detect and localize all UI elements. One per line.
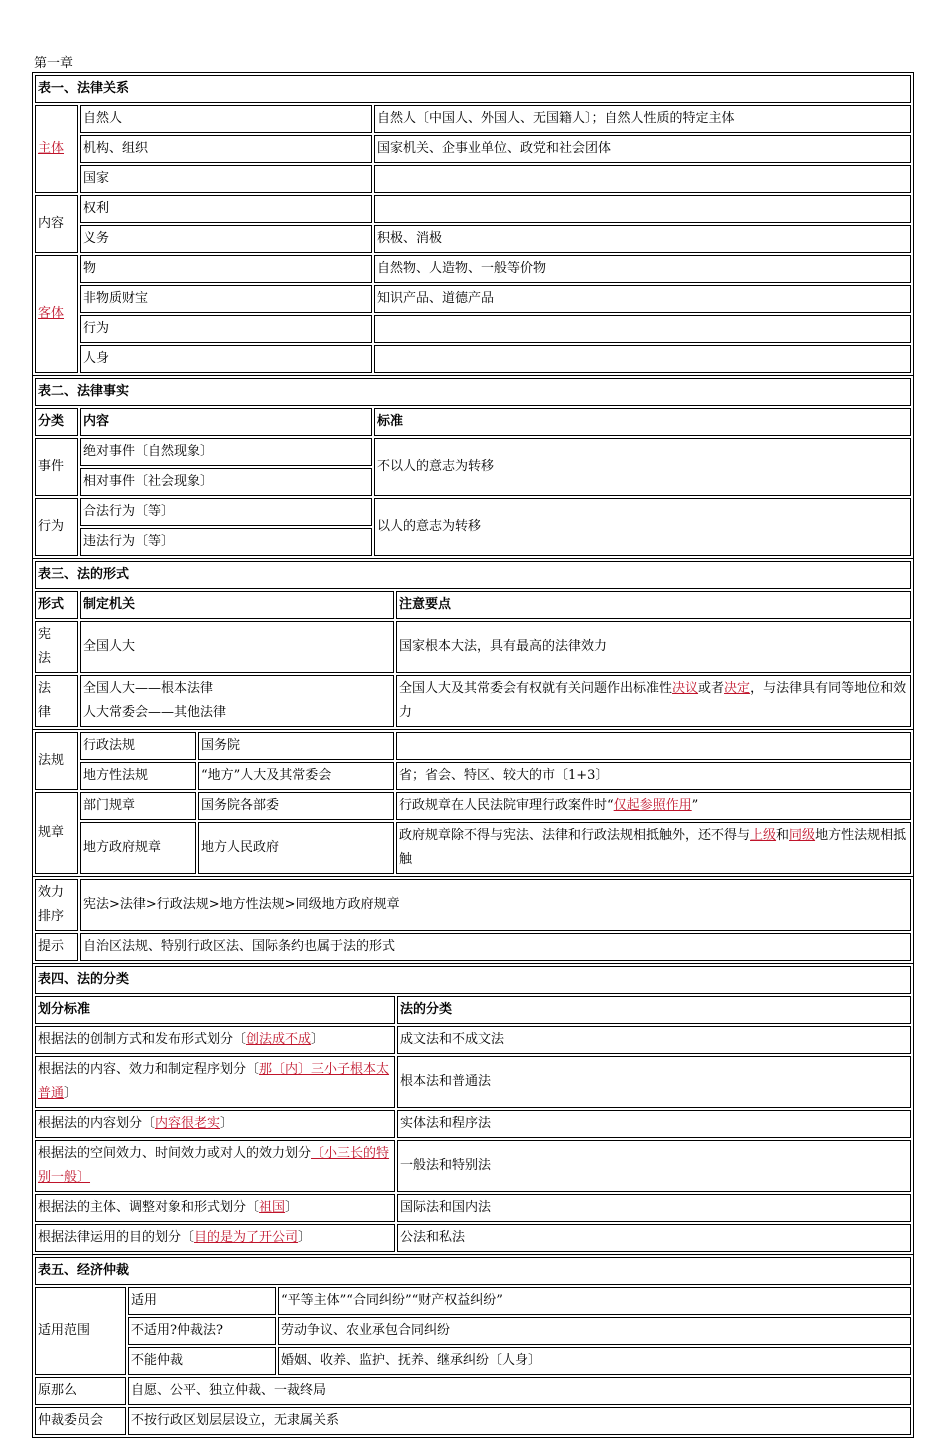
column-header: 划分标准 xyxy=(35,996,395,1024)
cell: 以人的意志为转移 xyxy=(374,498,911,556)
mnemonic-link[interactable]: 内容很老实 xyxy=(155,1116,221,1131)
cell: 劳动争议、农业承包合同纠纷 xyxy=(278,1317,911,1345)
cell xyxy=(35,1110,395,1138)
cell-line: 人大常委会——其他法律 xyxy=(83,705,227,720)
table-classification xyxy=(32,964,914,1255)
text: 全国人大及其常委会有权就有关问题作出标准性 xyxy=(399,681,673,696)
cell xyxy=(374,195,911,223)
mnemonic-link[interactable]: 〔小三长的特别一般〕 xyxy=(38,1146,390,1185)
link-same-level[interactable]: 同级 xyxy=(789,828,816,843)
cell: 地方性法规 xyxy=(80,762,196,790)
text: 和 xyxy=(776,828,790,843)
cell xyxy=(396,792,911,820)
cell xyxy=(35,1026,395,1054)
table-arbitration xyxy=(32,1255,914,1438)
row-label-tip: 提示 xyxy=(35,933,78,961)
cell: 不能仲裁 xyxy=(128,1347,276,1375)
cell-line: 全国人大——根本法律 xyxy=(83,681,214,696)
column-header: 制定机关 xyxy=(80,591,394,619)
row-label-constitution: 宪 法 xyxy=(35,621,78,673)
text: 或者 xyxy=(698,681,725,696)
link-reference-only[interactable]: 仅起参照作用 xyxy=(613,798,692,813)
column-header: 内容 xyxy=(80,408,372,436)
column-header: 形式 xyxy=(35,591,78,619)
cell: 全国人大 xyxy=(80,621,394,673)
cell: 自然人 xyxy=(80,105,372,133)
table-legal-facts xyxy=(32,376,914,559)
cell: 国家 xyxy=(80,165,372,193)
text: 根据法的内容划分〔 xyxy=(38,1116,156,1131)
text: 根据法的主体、调整对象和形式划分〔 xyxy=(38,1200,260,1215)
cell: 成文法和不成文法 xyxy=(397,1026,911,1054)
table-forms-of-law xyxy=(32,559,914,730)
text: 〕 xyxy=(64,1086,78,1101)
table-title: 表五、经济仲裁 xyxy=(35,1257,911,1285)
mnemonic-link[interactable]: 那〔内〕三小子根本太普通 xyxy=(38,1062,390,1101)
cell xyxy=(396,675,911,727)
table-forms-of-law-order xyxy=(32,877,914,964)
text: 〕 xyxy=(285,1200,299,1215)
cell: 非物质财宝 xyxy=(80,285,372,313)
cell xyxy=(35,1224,395,1252)
column-header: 法的分类 xyxy=(397,996,911,1024)
text: ，与法律具有同等地位和效力 xyxy=(399,681,907,720)
table-forms-of-law-regulations xyxy=(32,730,914,877)
row-label-order: 效力排序 xyxy=(35,879,78,931)
text: 〕 xyxy=(298,1230,312,1245)
row-label-event: 事件 xyxy=(35,438,78,496)
row-label-principle: 原那么 xyxy=(35,1377,126,1405)
cell: 不适用?仲裁法? xyxy=(128,1317,276,1345)
text: 根据法的创制方式和发布形式划分〔 xyxy=(38,1032,247,1047)
mnemonic-link[interactable]: 祖国 xyxy=(259,1200,286,1215)
document-body xyxy=(32,72,914,1438)
cell xyxy=(35,1140,395,1192)
cell: 绝对事件〔自然现象〕 xyxy=(80,438,372,466)
link-resolution[interactable]: 决议 xyxy=(672,681,699,696)
cell: 人身 xyxy=(80,345,372,373)
column-header: 标准 xyxy=(374,408,911,436)
text: 行政规章在人民法院审理行政案件时“ xyxy=(399,798,614,813)
table-title: 表三、法的形式 xyxy=(35,561,911,589)
cell: 自然人〔中国人、外国人、无国籍人〕；自然人性质的特定主体 xyxy=(374,105,911,133)
cell: 国务院各部委 xyxy=(198,792,394,820)
cell: 行为 xyxy=(80,315,372,343)
cell: 省；省会、特区、较大的市〔1+3〕 xyxy=(396,762,911,790)
text: 根据法的内容、效力和制定程序划分〔 xyxy=(38,1062,260,1077)
text: 根据法的空间效力、时间效力或对人的效力划分 xyxy=(38,1146,312,1161)
cell: 国家机关、企事业单位、政党和社会团体 xyxy=(374,135,911,163)
link-decision[interactable]: 决定 xyxy=(724,681,751,696)
cell: 地方人民政府 xyxy=(198,822,394,874)
cell: “地方”人大及其常委会 xyxy=(198,762,394,790)
row-label-content: 内容 xyxy=(35,195,78,253)
cell: 根本法和普通法 xyxy=(397,1056,911,1108)
table-legal-relations xyxy=(32,72,914,376)
cell: “平等主体”“合同纠纷”“财产权益纠纷” xyxy=(278,1287,911,1315)
cell xyxy=(35,1194,395,1222)
cell: 一般法和特别法 xyxy=(397,1140,911,1192)
cell xyxy=(374,315,911,343)
row-label-scope: 适用范围 xyxy=(35,1287,126,1375)
cell xyxy=(396,822,911,874)
link-superior[interactable]: 上级 xyxy=(750,828,777,843)
cell xyxy=(396,732,911,760)
column-header: 注意要点 xyxy=(396,591,911,619)
cell: 物 xyxy=(80,255,372,283)
table-title: 表二、法律事实 xyxy=(35,378,911,406)
text: 地方性法规相抵触 xyxy=(399,828,907,867)
mnemonic-link[interactable]: 创法成不成 xyxy=(246,1032,312,1047)
row-label-law: 法 律 xyxy=(35,675,78,727)
table-title: 表一、法律关系 xyxy=(35,75,911,103)
link-object[interactable]: 客体 xyxy=(38,306,65,321)
cell: 知识产品、道德产品 xyxy=(374,285,911,313)
cell: 积极、消极 xyxy=(374,225,911,253)
cell: 不按行政区划层层设立，无隶属关系 xyxy=(128,1407,911,1435)
cell xyxy=(374,165,911,193)
table-title: 表四、法的分类 xyxy=(35,966,911,994)
text: 政府规章除不得与宪法、法律和行政法规相抵触外，还不得与 xyxy=(399,828,751,843)
text: 〕 xyxy=(220,1116,234,1131)
row-label-regulations: 法规 xyxy=(35,732,78,790)
cell: 违法行为〔等〕 xyxy=(80,528,372,556)
cell: 自治区法规、特别行政区法、国际条约也属于法的形式 xyxy=(80,933,911,961)
cell: 不以人的意志为转移 xyxy=(374,438,911,496)
column-header: 分类 xyxy=(35,408,78,436)
chapter-title: 第一章 xyxy=(34,56,74,71)
row-label-rules: 规章 xyxy=(35,792,78,874)
text: 〕 xyxy=(311,1032,325,1047)
cell: 权利 xyxy=(80,195,372,223)
text: 根据法律运用的目的划分〔 xyxy=(38,1230,195,1245)
cell: 宪法>法律>行政法规>地方性法规>同级地方政府规章 xyxy=(80,879,911,931)
cell: 行政法规 xyxy=(80,732,196,760)
cell: 实体法和程序法 xyxy=(397,1110,911,1138)
cell: 合法行为〔等〕 xyxy=(80,498,372,526)
cell: 地方政府规章 xyxy=(80,822,196,874)
text: ” xyxy=(691,798,699,813)
row-label-subject[interactable] xyxy=(35,105,78,193)
cell xyxy=(35,1056,395,1108)
cell: 国际法和国内法 xyxy=(397,1194,911,1222)
cell: 自愿、公平、独立仲裁、一裁终局 xyxy=(128,1377,911,1405)
row-label-committee: 仲裁委员会 xyxy=(35,1407,126,1435)
row-label-object[interactable] xyxy=(35,255,78,373)
cell: 机构、组织 xyxy=(80,135,372,163)
cell: 公法和私法 xyxy=(397,1224,911,1252)
cell xyxy=(80,675,394,727)
mnemonic-link[interactable]: 目的是为了开公司 xyxy=(194,1230,299,1245)
cell: 国家根本大法，具有最高的法律效力 xyxy=(396,621,911,673)
link-subject[interactable]: 主体 xyxy=(38,141,65,156)
cell: 相对事件〔社会现象〕 xyxy=(80,468,372,496)
cell: 自然物、人造物、一般等价物 xyxy=(374,255,911,283)
cell: 部门规章 xyxy=(80,792,196,820)
cell: 义务 xyxy=(80,225,372,253)
cell: 适用 xyxy=(128,1287,276,1315)
cell: 国务院 xyxy=(198,732,394,760)
cell: 婚姻、收养、监护、抚养、继承纠纷〔人身〕 xyxy=(278,1347,911,1375)
row-label-act: 行为 xyxy=(35,498,78,556)
cell xyxy=(374,345,911,373)
